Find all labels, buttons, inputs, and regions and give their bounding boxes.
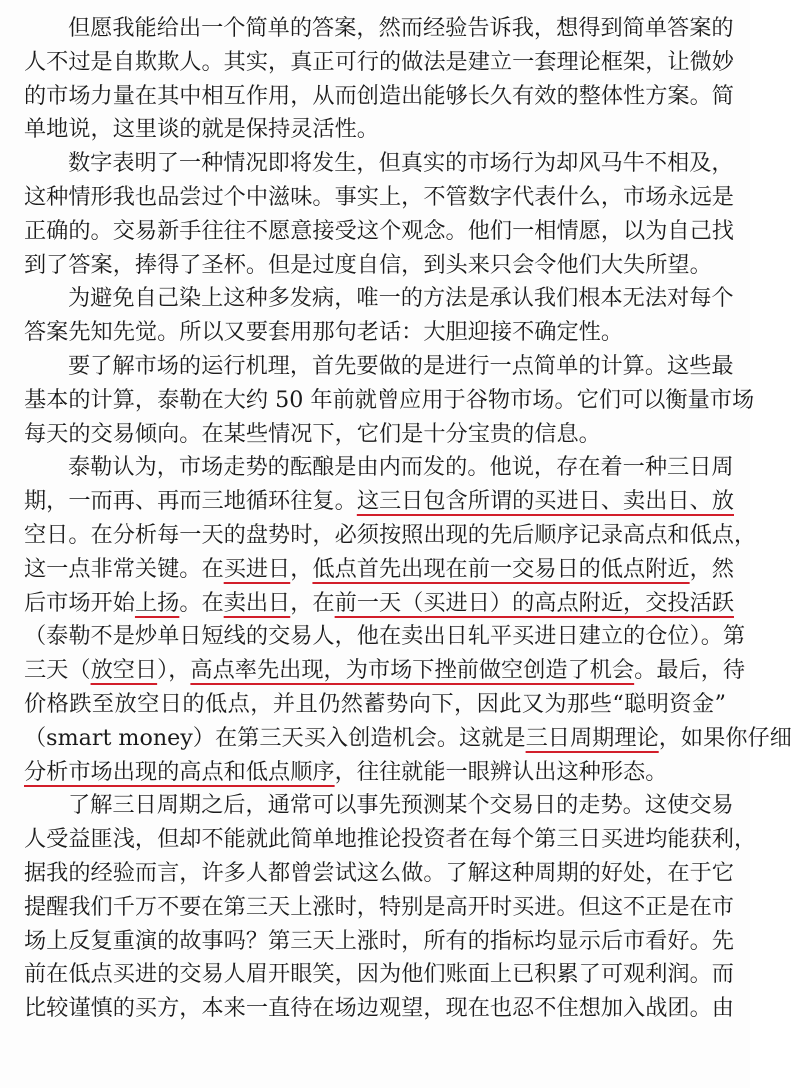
text-line: 了解三日周期之后，通常可以事先预测某个交易日的走势。这使交易 [68,792,734,819]
underlined-text: 高点率先出现，为市场下挫前做空创造了机会 [190,657,635,684]
text-segment: 。最后，待 [634,657,746,684]
underlined-text: 上扬 [134,589,180,616]
text-segment: 期，一而再、再而三地循环往复。 [24,488,357,515]
text-line: 人受益匪浅，但却不能就此简单地推论投资者在每个第三日买进均能获利， [24,826,757,853]
underlined-text: 前一天（买进日）的高点附近，交投活跃 [334,589,734,616]
text-line: 但愿我能给出一个简单的答案，然而经验告诉我，想得到简单答案的 [68,15,734,41]
text-line: 据我的经验而言，许多人都曾尝试这么做。了解这种周期的好处，在于它 [24,859,734,886]
text-line [24,756,726,790]
text-segment: ）， [157,657,191,684]
text-line: 基本的计算，泰勒在大约 50 年前就曾应用于谷物市场。它们可以衡量市场 [24,386,755,413]
text-line: 为避免自己染上这种多发病，唯一的方法是承认我们根本无法对每个 [68,285,734,312]
underlined-text: 放空日 [90,657,158,684]
text-segment: 这一点非常关键。在 [24,555,224,582]
text-line: 数字表明了一种情况即将发生，但真实的市场行为却风马牛不相及， [68,150,734,177]
underlined-text: 三日周期理论 [525,724,659,751]
text-segment: 。在 [179,589,224,616]
text-line [24,485,734,519]
underlined-text: 这三日包含所谓的买进日、卖出日、放 [356,488,734,515]
underlined-text: 低点首先出现在前一交易日的低点附近 [312,555,690,582]
text-segment: ， [290,555,313,582]
underlined-text: 分析市场出现的高点和低点顺序 [24,758,335,785]
text-line: 泰勒认为，市场走势的酝酿是由内而发的。他说，存在着一种三日周 [68,454,734,481]
text-line: （泰勒不是炒单日短线的交易人，他在卖出日轧平买进日建立的仓位）。第 [24,623,746,650]
text-segment: 后市场开始 [24,589,135,616]
text-line: 的市场力量在其中相互作用，从而创造出能够长久有效的整体性方案。简 [24,82,734,109]
text-line: 场上反复重演的故事吗？第三天上涨时，所有的指标均显示后市看好。先 [24,927,734,954]
text-line: 比较谨慎的买方，本来一直待在场边观望，现在也忍不住想加入战团。由 [24,995,734,1022]
text-segment: （smart money）在第三天买入创造机会。这就是 [24,724,526,751]
text-segment: ，如果你仔细 [658,724,792,751]
text-segment: 三天（ [24,657,91,684]
text-segment: ，在 [290,589,335,616]
text-line: 单地说，这里谈的就是保持灵活性。 [24,116,379,143]
text-line [24,553,734,587]
text-line [24,654,746,688]
text-line: 这种情形我也品尝过个中滋味。事实上，不管数字代表什么，市场永远是 [24,183,734,210]
text-line [24,722,792,756]
text-line: 正确的。交易新手往往不愿意接受这个观念。他们一相情愿，以为自己找 [24,217,734,244]
text-line: 提醒我们千万不要在第三天上涨时，特别是高开时买进。但这不正是在市 [24,893,734,920]
text-line: 人不过是自欺欺人。其实，真正可行的做法是建立一套理论框架，让微妙 [24,48,734,75]
text-line: 要了解市场的运行机理，首先要做的是进行一点简单的计算。这些最 [68,352,734,379]
text-segment: ，往往就能一眼辨认出这种形态。 [334,758,668,785]
text-body [24,12,792,1026]
text-line: 到了答案，捧得了圣杯。但是过度自信，到头来只会令他们大失所望。 [24,251,712,278]
text-line: 答案先知先觉。所以又要套用那句老话：大胆迎接不确定性。 [24,319,624,346]
underlined-text: 卖出日 [223,589,291,616]
text-segment: ，然 [689,555,734,582]
text-line: 空日。在分析每一天的盘势时，必须按照出现的先后顺序记录高点和低点， [24,521,757,548]
text-line: 每天的交易倾向。在某些情况下，它们是十分宝贵的信息。 [24,420,601,447]
underlined-text: 买进日 [223,555,291,582]
text-line [24,587,734,621]
text-line: 价格跌至放空日的低点，并且仍然蓄势向下，因此又为那些“聪明资金” [24,690,726,717]
text-line: 前在低点买进的交易人眉开眼笑，因为他们账面上已积累了可观利润。而 [24,961,734,988]
